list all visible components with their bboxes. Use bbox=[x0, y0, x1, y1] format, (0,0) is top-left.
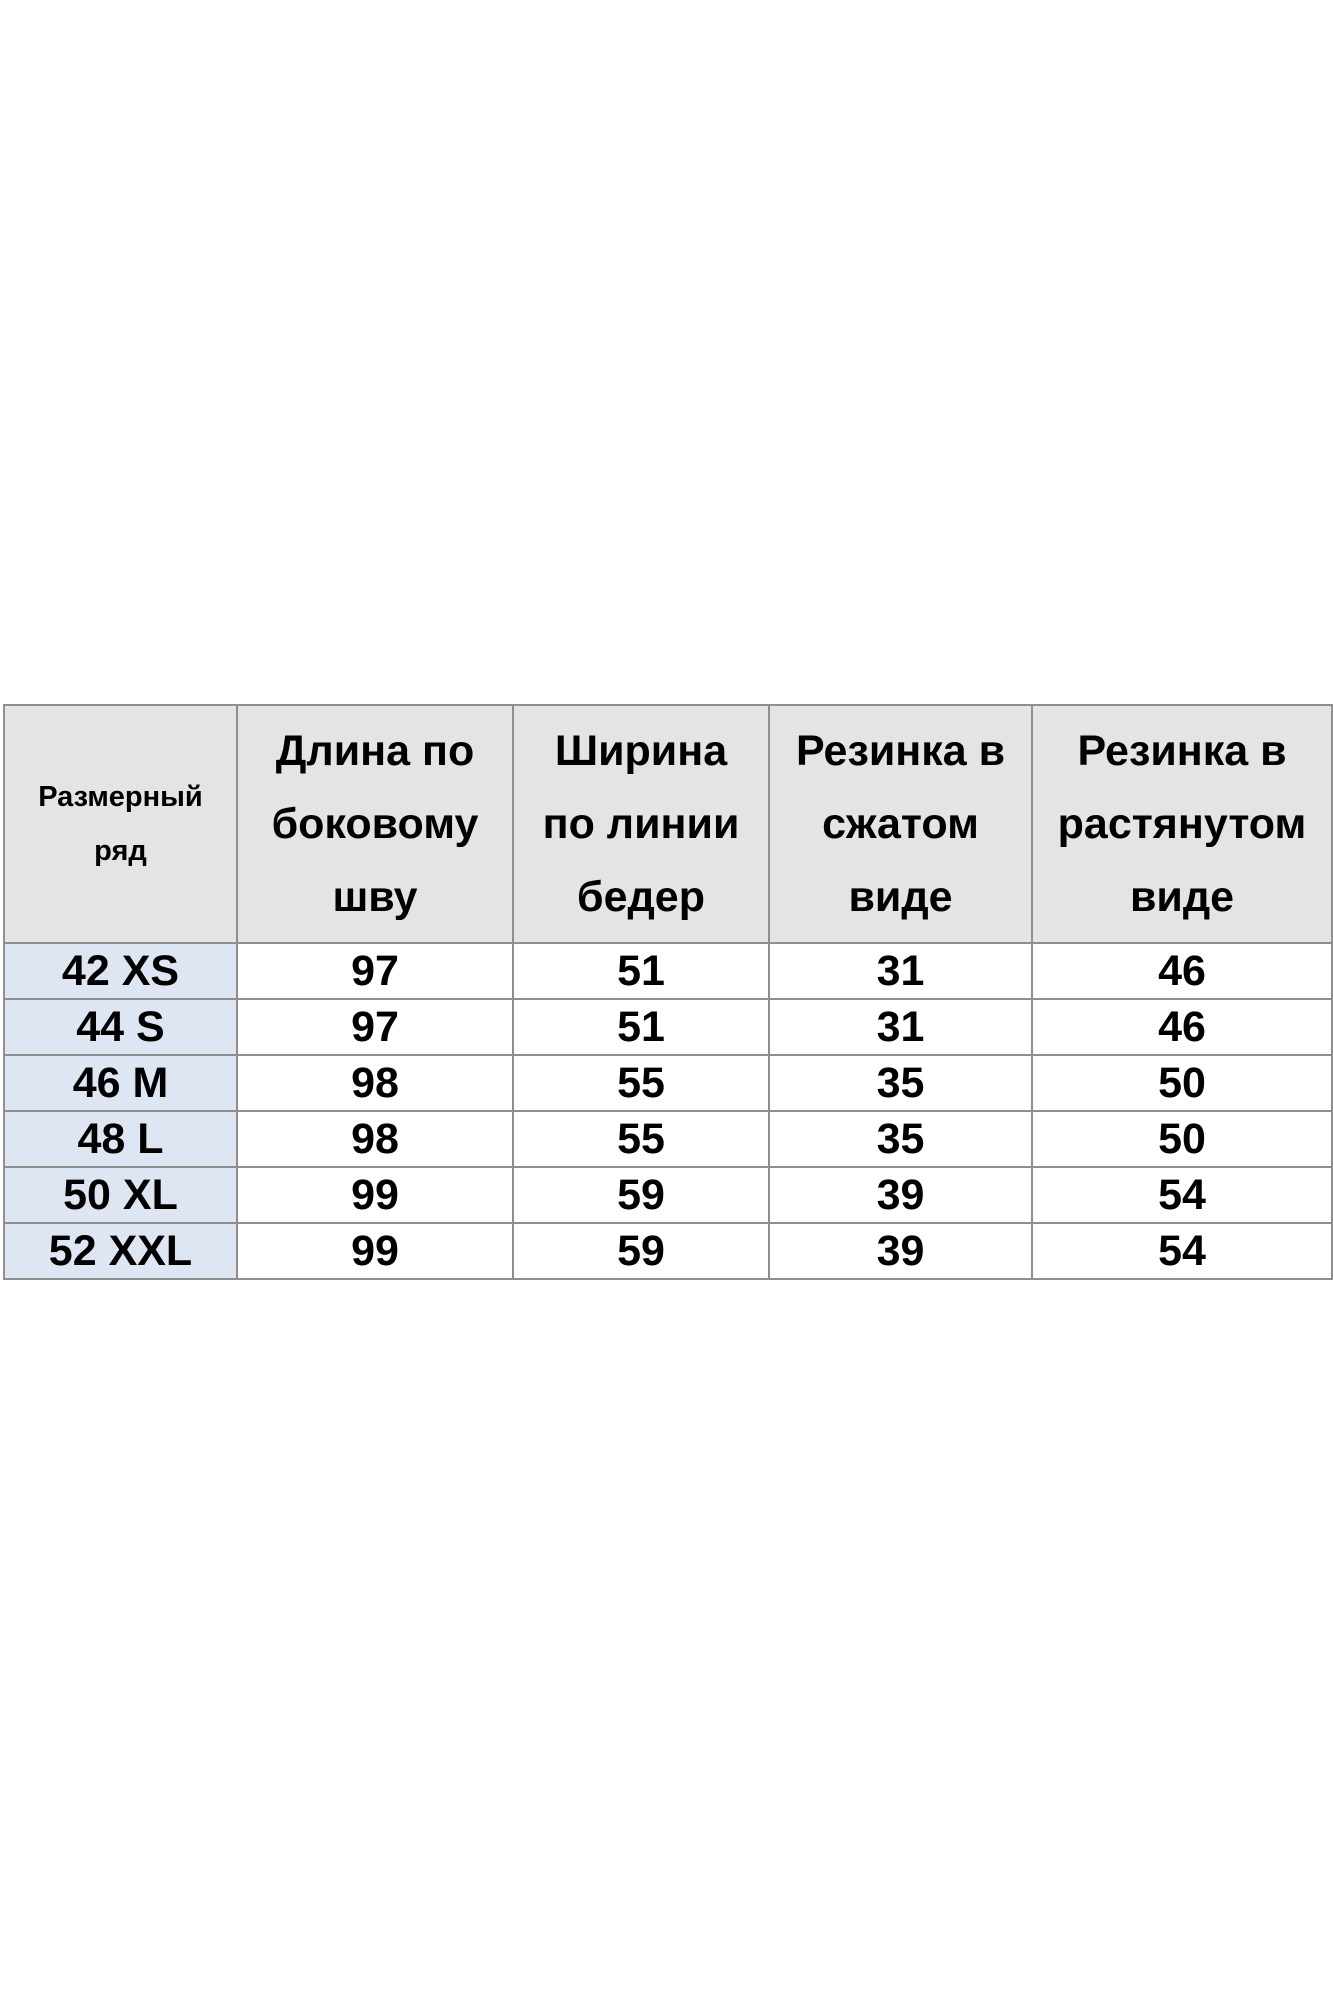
side-seam-length-cell: 98 bbox=[237, 1111, 513, 1167]
hip-width-cell: 55 bbox=[513, 1111, 769, 1167]
size-cell: 44 S bbox=[4, 999, 237, 1055]
elastic-relaxed-cell: 39 bbox=[769, 1223, 1032, 1279]
table-row bbox=[4, 1167, 1332, 1223]
header-size-range bbox=[4, 705, 237, 943]
side-seam-length-cell: 97 bbox=[237, 999, 513, 1055]
header-row bbox=[4, 705, 1332, 943]
size-cell: 42 XS bbox=[4, 943, 237, 999]
table-row bbox=[4, 1223, 1332, 1279]
elastic-relaxed-cell: 35 bbox=[769, 1111, 1032, 1167]
elastic-stretched-cell: 50 bbox=[1032, 1055, 1332, 1111]
header-line: Ширина bbox=[554, 726, 728, 775]
size-cell: 48 L bbox=[4, 1111, 237, 1167]
elastic-relaxed-cell: 31 bbox=[769, 999, 1032, 1055]
elastic-relaxed-cell: 39 bbox=[769, 1167, 1032, 1223]
elastic-stretched-cell: 46 bbox=[1032, 999, 1332, 1055]
side-seam-length-cell: 99 bbox=[237, 1223, 513, 1279]
header-line: шву bbox=[332, 872, 418, 921]
size-cell: 50 XL bbox=[4, 1167, 237, 1223]
hip-width-cell: 51 bbox=[513, 943, 769, 999]
header-line: Размерный bbox=[38, 781, 203, 813]
size-chart-table bbox=[3, 704, 1333, 1280]
side-seam-length-cell: 98 bbox=[237, 1055, 513, 1111]
elastic-relaxed-cell: 31 bbox=[769, 943, 1032, 999]
hip-width-cell: 59 bbox=[513, 1167, 769, 1223]
elastic-stretched-cell: 46 bbox=[1032, 943, 1332, 999]
table-row bbox=[4, 943, 1332, 999]
header-elastic-stretched bbox=[1032, 705, 1332, 943]
header-line: виде bbox=[848, 872, 953, 921]
hip-width-cell: 59 bbox=[513, 1223, 769, 1279]
header-hip-width bbox=[513, 705, 769, 943]
size-cell: 52 XXL bbox=[4, 1223, 237, 1279]
header-line: растянутом bbox=[1057, 799, 1307, 848]
table-row bbox=[4, 1055, 1332, 1111]
side-seam-length-cell: 97 bbox=[237, 943, 513, 999]
hip-width-cell: 51 bbox=[513, 999, 769, 1055]
header-line: по линии bbox=[542, 799, 740, 848]
header-side-seam-length bbox=[237, 705, 513, 943]
header-line: ряд bbox=[94, 835, 147, 867]
header-line: виде bbox=[1129, 872, 1235, 921]
header-line: Длина по bbox=[275, 726, 475, 775]
elastic-relaxed-cell: 35 bbox=[769, 1055, 1032, 1111]
table-row bbox=[4, 999, 1332, 1055]
header-line: Резинка в bbox=[1077, 726, 1287, 775]
header-line: сжатом bbox=[822, 799, 979, 848]
header-line: боковому bbox=[271, 799, 479, 848]
elastic-stretched-cell: 54 bbox=[1032, 1223, 1332, 1279]
size-cell: 46 M bbox=[4, 1055, 237, 1111]
elastic-stretched-cell: 50 bbox=[1032, 1111, 1332, 1167]
header-line: Резинка в bbox=[795, 726, 1006, 775]
elastic-stretched-cell: 54 bbox=[1032, 1167, 1332, 1223]
side-seam-length-cell: 99 bbox=[237, 1167, 513, 1223]
header-line: бедер bbox=[577, 872, 705, 921]
table-row bbox=[4, 1111, 1332, 1167]
hip-width-cell: 55 bbox=[513, 1055, 769, 1111]
header-elastic-relaxed bbox=[769, 705, 1032, 943]
